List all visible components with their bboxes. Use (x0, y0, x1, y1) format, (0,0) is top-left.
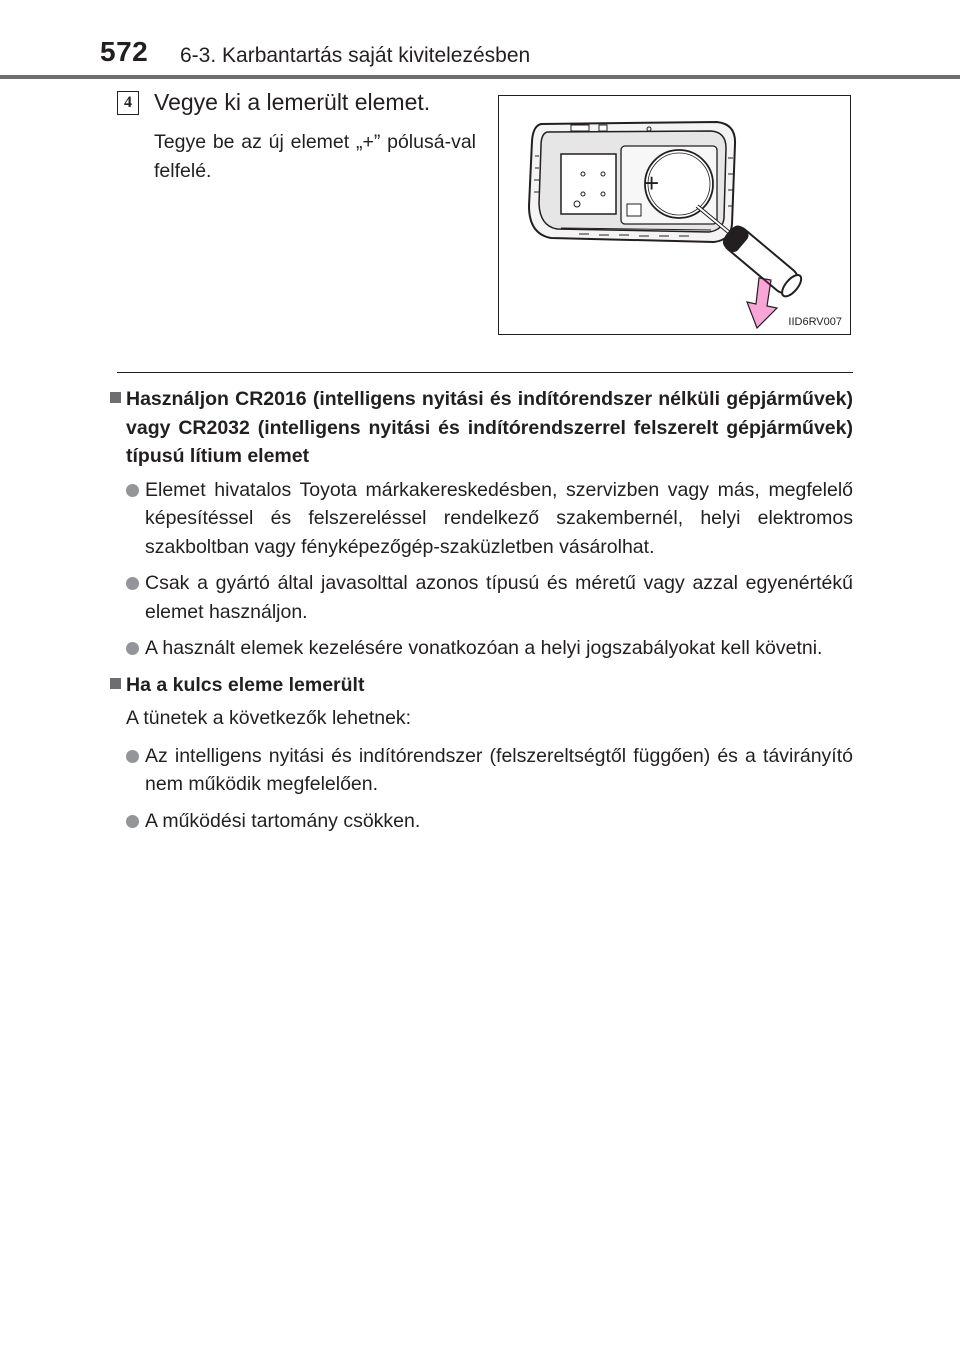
list-item-text: Az intelligens nyitási és indítórendszer (felszereltségtől függően) és a távirányító nem működik megfelelően. (145, 744, 853, 795)
list-item (108, 569, 853, 626)
list-item-text: A használt elemek kezelésére vonatkozóan a helyi jogszabályokat kell követni. (145, 637, 823, 659)
section-heading-dead-battery (108, 671, 853, 700)
round-bullet-icon (126, 577, 139, 590)
key-battery-illustration (498, 95, 851, 335)
round-bullet-icon (126, 750, 139, 763)
step-number-badge: 4 (117, 91, 139, 115)
page-header (0, 0, 960, 80)
square-bullet-icon (110, 678, 121, 689)
notes-content (108, 385, 853, 843)
figure-code: IID6RV007 (788, 316, 842, 328)
list-item (108, 634, 853, 663)
list-item-text: A működési tartomány csökken. (145, 809, 421, 832)
section-heading-battery-type (108, 385, 853, 471)
section-title: 6-3. Karbantartás saját kivitelezésben (180, 44, 531, 67)
list-item (108, 807, 853, 836)
list-item (108, 742, 853, 799)
list-item (108, 476, 853, 562)
section-heading-text: Használjon CR2016 (intelligens nyitási és indítórendszer nélküli gépjárművek) vagy CR2032 (intelligens nyitási és indítórendszerrel felszerelt gépjárművek) típusú lítium elemet (126, 388, 853, 467)
round-bullet-icon (126, 815, 139, 828)
key-slot (571, 125, 589, 131)
circuit-board (561, 154, 616, 214)
step-instruction: Tegye be az új elemet „+” pólusá-val felfelé. (154, 131, 476, 182)
section-divider (117, 372, 853, 373)
battery-clip (627, 204, 641, 216)
list-item-text: Elemet hivatalos Toyota márkakereskedésben, szervizben vagy más, megfelelő képesítéssel és felszereléssel rendelkező szakembernél, helyi elektromos szakboltban vagy fényképezőgép-szaküzletben vásárolhat. (145, 478, 853, 558)
header-rule (0, 75, 960, 79)
page-number: 572 (100, 36, 149, 67)
round-bullet-icon (126, 484, 139, 497)
square-bullet-icon (110, 392, 121, 403)
list-item-text: Csak a gyártó által javasolttal azonos típusú és méretű vagy azzal egyenértékű elemet használjon. (145, 572, 853, 623)
key-fob-drawing (499, 96, 852, 336)
section-heading-text: Ha a kulcs eleme lemerült (126, 673, 365, 696)
round-bullet-icon (126, 642, 139, 655)
plus-pole-label: + (644, 168, 660, 198)
step-title: Vegye ki a lemerült elemet. (154, 89, 431, 115)
key-notch (599, 125, 607, 131)
section-intro: A tünetek a következők lehetnek: (126, 707, 412, 729)
